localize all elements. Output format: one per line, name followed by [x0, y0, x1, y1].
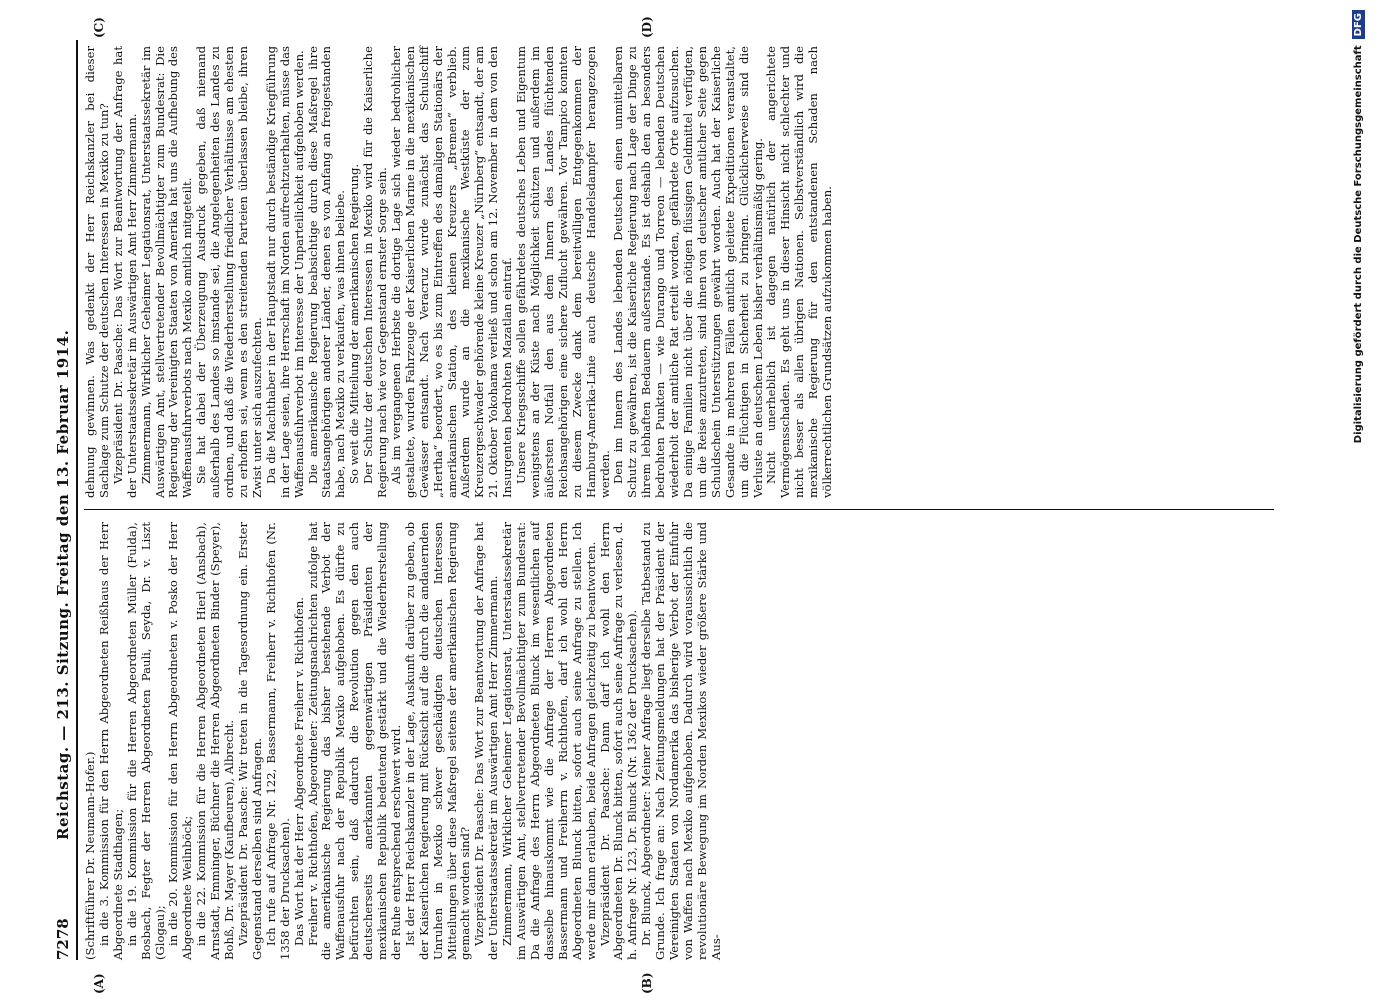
- margin-letter-b: (B): [640, 972, 654, 994]
- right-column: [84, 46, 835, 498]
- paragraph: Unsere Kriegsschiffe sollen gefährdetes deutsches Leben und Eigentum wenigstens an der Küste nach Möglichkeit schützen und außerdem im äußersten Notfall den aus dem Innern des Landes flüchtenden Reichsangehörigen eine sichere Zuflucht gewähren. Vor Tampico konnten zu diesem Zwecke dank dem bereitwilligen Entgegenkommen der Hamburg-Amerika-Linie auch deutsche Handelsdampfer herangezogen werden.: [514, 46, 612, 498]
- paragraph: Der Schutz der deutschen Interessen in Mexiko wird für die Kaiserliche Regierung nach wie vor Gegenstand ernster Sorge sein.: [361, 46, 390, 498]
- paragraph: Sie hat dabei der Überzeugung Ausdruck gegeben, daß niemand außerhalb des Landes so imstande sei, die Angelegenheiten des Landes zu ordnen, und daß die Wiederherstellung friedlicher Verhältnisse am ehesten zu erhoffen sei, wenn es den streitenden Parteien überlassen bleibe, ihren Zwist unter sich auszufechten.: [194, 46, 264, 498]
- paragraph: in die 19. Kommission für die Herren Abgeordneten Müller (Fulda), Bosbach, Fegter der Herren Abgeordneten Pauli, Seyda, Dr. v. Liszt (Glogau);: [124, 522, 167, 960]
- paragraph: Ist der Herr Reichskanzler in der Lage, Auskunft darüber zu geben, ob der Kaiserlichen Regierung mit Rücksicht auf die durch die andauernden Unruhen in Mexiko schwer geschädigten deutschen Interessen Mitteilungen über diese Maßregel seitens der amerikanischen Regierung gemacht worden sind?: [402, 522, 473, 960]
- page-number: 7278: [54, 918, 72, 960]
- paragraph: Als im vergangenen Herbste die dortige Lage sich wieder bedrohlicher gestaltete, wurden Fahrzeuge der Kaiserlichen Marine in die mexikanischen Gewässer entsandt. Nach Veracruz wurde zunächst das Schulschiff „Hertha“ beordert, wo es bis zum Eintreffen des damaligen Stationärs der amerikanischen Station, des kleinen Kreuzers „Bremen“ verblieb. Außerdem wurde an die mexikanische Westküste der zum Kreuzergeschwader gehörende kleine Kreuzer „Nürnberg“ entsandt, der am 21. Oktober Yokohama verließ und schon am 12. November in dem von den Insurgenten bedrohten Mazatlan eintraf.: [388, 46, 515, 498]
- paragraph: Vizepräsident Dr. Paasche: Das Wort zur Beantwortung der Anfrage hat der Unterstaatssekretär im Auswärtigen Amt Herr Zimmermann.: [110, 46, 139, 498]
- margin-letter-c: (C): [92, 17, 106, 38]
- paragraph: in die 20. Kommission für den Herrn Abgeordneten v. Posko der Herr Abgeordnete Weilnböck;: [166, 522, 195, 960]
- paragraph: Das Wort hat der Herr Abgeordnete Freiherr v. Richthofen.: [291, 597, 306, 946]
- paragraph: (Schriftführer Dr. Neumann-Hofer.): [83, 751, 97, 960]
- dfg-logo: DFG: [1352, 10, 1365, 39]
- paragraph: Vizepräsident Dr. Paasche: Wir treten in die Tagesordnung ein. Erster Gegenstand derselben sind Anfragen.: [235, 522, 264, 960]
- paragraph: Freiherr v. Richthofen, Abgeordneter: Zeitungsnachrichten zufolge hat die amerikanische Regierung das bisher bestehende Verbot der Waffenausfuhr nach der Republik Mexiko aufgehoben. Es dürfte zu befürchten sein, daß dadurch die Revolution gegen den auch deutscherseits anerkannten gegenwärtigen Präsidenten der mexikanischen Republik bedeutend gestärkt und die Wiederherstellung der Ruhe entsprechend erschwert wird.: [305, 522, 403, 960]
- digitization-footer: [1343, 10, 1373, 990]
- paragraph: dehnung gewinnen. Was gedenkt der Herr Reichskanzler bei dieser Sachlage zum Schutze der deutschen Interessen in Mexiko zu tun?: [83, 46, 111, 498]
- left-column: [84, 522, 724, 960]
- paragraph: Vizepräsident Dr. Paasche: Das Wort zur Beantwortung der Anfrage hat der Unterstaatssekretär im Auswärtigen Amt Herr Zimmermann.: [472, 522, 501, 960]
- paragraph: So weit die Mitteilung der amerikanischen Regierung.: [347, 163, 362, 484]
- footer-text: Digitalisierung gefördert durch die Deutsche Forschungsgemeinschaft: [1352, 45, 1364, 444]
- paragraph: Zimmermann, Wirklicher Geheimer Legationsrat, Unterstaatssekretär im Auswärtigen Amt, stellvertretender Bevollmächtigter zum Bundesrat: Da die Anfrage des Herrn Abgeordneten Blunck im wesentlichen auf dasselbe hinauskommt wie die Anfrage der Herren Abgeordneten Bassermann und Freiherrn v. Richthofen, darf ich wohl den Herrn Abgeordneten Blunck bitten, sofort auch seine Anfrage zu stellen. Ich werde mir dann erlauben, beide Anfragen gleichzeitig zu beantworten.: [500, 522, 598, 960]
- paragraph: Da die Machthaber in der Hauptstadt nur durch beständige Kriegführung in der Lage seien, ihre Herrschaft im Norden aufrechtzuerhalten, müsse das Waffenausfuhrverbot im Interesse der Unparteilichkeit aufgehoben werden.: [263, 46, 306, 498]
- page-title: Reichstag. — 213. Sitzung. Freitag den 13. Februar 1914.: [54, 329, 72, 840]
- paragraph: Dr. Blunck, Abgeordneter: Meiner Anfrage liegt derselbe Tatbestand zu Grunde. Ich frage an: Nach Zeitungsmeldungen hat der Präsident der Vereinigten Staaten von Nordamerika das bisherige Verbot der Einfuhr von Waffen nach Mexiko aufgehoben. Dadurch wird voraussichtlich die revolutionäre Bewegung im Norden Mexikos wieder größere Stärke und Aus-: [639, 522, 723, 960]
- paragraph: in die 22. Kommission für die Herren Abgeordneten Hierl (Ansbach), Arnstadt, Emminger, Büchner die Herren Abgeordneten Binder (Speyer), Bohß, Dr. Mayer (Kaufbeuren), Albrecht.: [194, 522, 237, 960]
- margin-letter-a: (A): [92, 973, 106, 994]
- page-header: [40, 40, 78, 960]
- paragraph: Den im Innern des Landes lebenden Deutschen einen unmittelbaren Schutz zu gewähren, ist die Kaiserliche Regierung nach Lage der Dinge zu ihrem lebhaften Bedauern außerstande. Es ist deshalb den an besonders bedrohten Punkten — wie Durango und Torreon — lebenden Deutschen wiederholt der amtliche Rat erteilt worden, gefährdete Orte aufzusuchen. Da einige Familien nicht über die nötigen flüssigen Geldmittel verfügten, um die Reise anzutreten, sind ihnen von deutscher amtlicher Seite gegen Schuldschein Unterstützungen gewährt worden. Auch hat der Kaiserliche Gesandte in mehreren Fällen amtlich geleitete Expeditionen veranstaltet, um die Flüchtigen in Sicherheit zu bringen. Glücklicherweise sind die Verluste an deutschem Leben bisher verhältnismäßig gering.: [611, 46, 765, 498]
- paragraph: Nicht unerheblich ist dagegen natürlich der angerichtete Vermögensschaden. Es geht uns in dieser Hinsicht nicht schlechter und nicht besser als allen übrigen Nationen. Selbstverständlich wird die mexikanische Regierung für den entstandenen Schaden nach völkerrechtlichen Grundsätzen aufzukommen haben.: [764, 46, 835, 498]
- paragraph: Vizepräsident Dr. Paasche: Dann darf ich wohl den Herrn Abgeordneten Dr. Blunck bitten, sofort auch seine Anfrage zu verlesen, d. h. Anfrage Nr. 123, Dr. Blunck (Nr. 1362 der Drucksachen).: [597, 522, 640, 960]
- paragraph: in die 3. Kommission für den Herrn Abgeordneten Reißhaus der Herr Abgeordnete Stadthagen;: [96, 522, 125, 960]
- paragraph: Ich rufe auf Anfrage Nr. 122, Bassermann, Freiherr v. Richthofen (Nr. 1358 der Drucksachen).: [263, 522, 292, 960]
- paragraph: Die amerikanische Regierung beabsichtige durch diese Maßregel ihre Staatsangehörigen anderer Länder, denen es von Anfang an freigestanden habe, nach Mexiko zu verkaufen, was ihnen beliebe.: [305, 46, 348, 498]
- column-divider: [84, 509, 1274, 510]
- margin-letter-d: (D): [640, 16, 654, 38]
- paragraph: Zimmermann, Wirklicher Geheimer Legationsrat, Unterstaatssekretär im Auswärtigen Amt, stellvertretender Bevollmächtigter zum Bundesrat: Die Regierung der Vereinigten Staaten von Amerika hat uns die Aufhebung des Waffenausfuhrverbots nach Mexiko amtlich mitgeteilt.: [138, 46, 195, 498]
